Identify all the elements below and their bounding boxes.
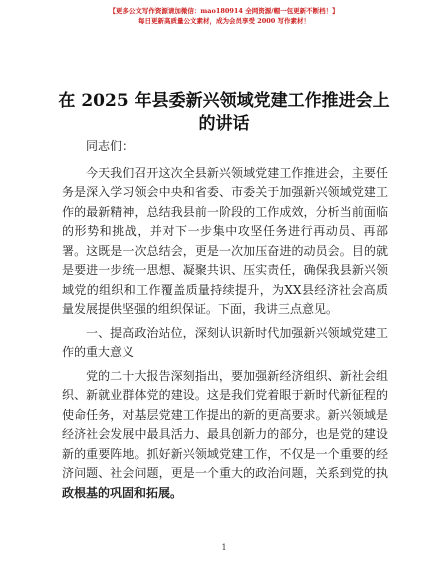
paragraph-intro: 今天我们召开这次全县新兴领域党建工作推进会，主要任务是深入学习领会中央和省委、市委关于加强新兴领域党建工作的最新精神，总结我县前一阶段的工作成效，分析当前面临的形势和挑战，并对下一步集中攻坚任务进行再动员、再部署。这既是一次总结会，更是一次加压奋进的动员会。目的就是要进一步统一思想、凝聚共识、压实责任，确保我县新兴领域党的组织和工作覆盖质量持续提升，为XX县经济社会高质量发展提供坚强的组织保证。下面，我讲三点意见。	[62, 165, 388, 316]
paragraph-section-1-text: 党的二十大报告深刻指出，要加强新经济组织、新社会组织、新就业群体党的建设。这是我们党着眼于新时代新征程的使命任务，对基层党建工作提出的新的更高要求。新兴领域是经济社会发展中最具活力、最具创新力的部分，也是党的建设新的重要阵地。抓好新兴领域党建工作，不仅是一个重要的经济问题、社会问题，更是一个重大的政治问题，关系到党的执	[62, 368, 388, 480]
page-number: 1	[221, 543, 227, 552]
promo-banner-line-2: 每日更新高质量公文素材，成为会员享受 2000 写作素材！	[137, 17, 311, 25]
section-heading-1: 一、提高政治站位，深刻认识新时代加强新兴领域党建工作的重大意义	[62, 325, 388, 359]
promo-banner-line-1: 【更多公文写作资源请加微信：mao180914 全网资源/帽一包更新不断档！】	[109, 7, 339, 15]
salutation: 同志们：	[86, 139, 135, 153]
document-title: 在 2025 年县委新兴领域党建工作推进会上的讲话	[58, 91, 390, 134]
paragraph-section-1-bold-tail: 政根基的巩固和拓展。	[62, 485, 183, 500]
document-body	[62, 137, 388, 507]
paragraph-section-1	[62, 367, 388, 504]
